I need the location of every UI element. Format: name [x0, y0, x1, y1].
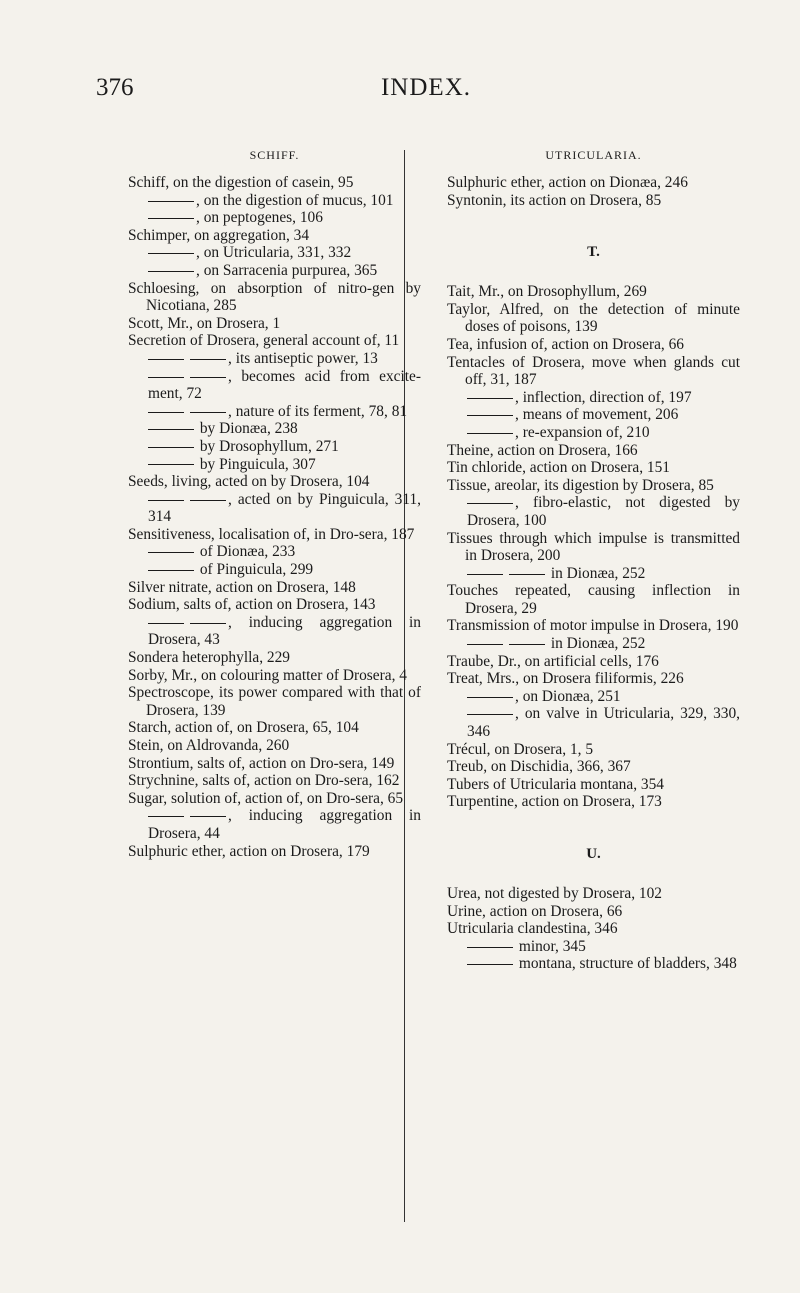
- index-entry-text: Tait, Mr., on Drosophyllum, 269: [447, 283, 647, 301]
- index-entry-text: Sodium, salts of, action on Drosera, 143: [128, 596, 376, 614]
- index-entry-text: Urine, action on Drosera, 66: [447, 902, 623, 920]
- index-entry-text: , becomes acid from excite-ment, 72: [148, 367, 421, 403]
- ditto-dash: [190, 359, 226, 360]
- index-entry: [128, 244, 421, 262]
- index-entry: [128, 368, 421, 403]
- index-entry: [128, 755, 421, 773]
- index-entry-text: Transmission of motor impulse in Drosera, 190: [447, 617, 739, 635]
- index-entry: [447, 955, 740, 973]
- index-columns: [128, 148, 746, 973]
- index-entry: [128, 491, 421, 526]
- index-entry-text: Silver nitrate, action on Drosera, 148: [128, 578, 356, 596]
- index-entry-text: montana, structure of bladders, 348: [515, 955, 737, 973]
- index-entry: [128, 403, 421, 421]
- index-entry: [128, 684, 421, 719]
- index-entry: [128, 790, 421, 808]
- index-entry: [447, 688, 740, 706]
- index-entry: [447, 424, 740, 442]
- index-entry-text: Sensitiveness, localisation of, in Dro-sera, 187: [128, 525, 415, 543]
- index-entry-text: Stein, on Aldrovanda, 260: [128, 737, 290, 754]
- ditto-dash: [467, 964, 513, 965]
- index-entry: [128, 526, 421, 544]
- index-entry: [447, 582, 740, 617]
- index-entry-text: Tissues through which impulse is transmitted in Drosera, 200: [447, 529, 740, 565]
- index-entry: [447, 565, 740, 583]
- index-entry: [128, 315, 421, 333]
- index-entry-text: , on the digestion of mucus, 101: [196, 191, 394, 209]
- index-entry-text: Strychnine, salts of, action on Dro-sera, 162: [128, 772, 400, 790]
- index-entry: [128, 473, 421, 491]
- index-entry-text: Touches repeated, causing inflection in Drosera, 29: [447, 582, 740, 617]
- index-entry-text: Sulphuric ether, action on Drosera, 179: [128, 842, 370, 860]
- index-entry: [128, 843, 421, 861]
- index-entry-text: , inflection, direction of, 197: [515, 388, 692, 406]
- index-entry: [447, 635, 740, 653]
- ditto-dash: [467, 415, 513, 416]
- ditto-dash: [148, 218, 194, 219]
- index-entry-text: Sugar, solution of, action of, on Dro-sera, 65: [128, 789, 404, 807]
- index-entry-text: Turpentine, action on Drosera, 173: [447, 793, 662, 811]
- ditto-dash: [509, 644, 545, 645]
- index-entry: [128, 719, 421, 737]
- index-entry: [128, 209, 421, 227]
- left-column-heading: SCHIFF.: [249, 148, 300, 162]
- index-entry-text: of Dionæa, 233: [196, 543, 296, 561]
- index-entry: [128, 174, 421, 192]
- index-entry-text: in Dionæa, 252: [547, 564, 646, 582]
- index-entry: [447, 477, 740, 495]
- ditto-dash: [190, 377, 226, 378]
- index-entry: [128, 807, 421, 842]
- index-entry: [447, 442, 740, 460]
- index-entry-text: , nature of its ferment, 78, 81: [228, 402, 408, 420]
- index-entry: [447, 670, 740, 688]
- index-entry-text: Schiff, on the digestion of casein, 95: [128, 174, 354, 191]
- index-entry-text: Trécul, on Drosera, 1, 5: [447, 740, 594, 758]
- index-entry-text: , on valve in Utricularia, 329, 330, 346: [467, 705, 740, 741]
- index-entry: [128, 543, 421, 561]
- index-entry: [128, 438, 421, 456]
- index-entry: [128, 579, 421, 597]
- section-letter-u: U.: [586, 846, 601, 862]
- index-entry: [447, 301, 740, 336]
- ditto-dash: [148, 412, 184, 413]
- ditto-dash: [148, 359, 184, 360]
- index-entry-text: , acted on by Pinguicula, 311, 314: [148, 490, 421, 526]
- left-entries: [128, 174, 421, 860]
- index-entry-text: Urea, not digested by Drosera, 102: [447, 885, 662, 902]
- index-entry: [128, 280, 421, 315]
- ditto-dash: [148, 464, 194, 465]
- ditto-dash: [148, 552, 194, 553]
- index-entry-text: Tissue, areolar, its digestion by Drosera, 85: [447, 476, 714, 494]
- index-entry-text: Treat, Mrs., on Drosera filiformis, 226: [447, 670, 684, 688]
- ditto-dash: [509, 574, 545, 575]
- index-entry: [447, 653, 740, 671]
- index-entry-text: Secretion of Drosera, general account of, 11: [128, 332, 400, 350]
- index-entry: [447, 705, 740, 740]
- index-entry: [128, 561, 421, 579]
- ditto-dash: [148, 201, 194, 202]
- index-entry: [447, 758, 740, 776]
- index-entry: [128, 596, 421, 614]
- index-entry: [447, 903, 740, 921]
- index-entry-text: , re-expansion of, 210: [515, 423, 650, 441]
- index-entry-text: , its antiseptic power, 13: [228, 349, 378, 367]
- index-entry-text: Tea, infusion of, action on Drosera, 66: [447, 335, 684, 353]
- index-entry: [447, 617, 740, 635]
- index-entry: [447, 389, 740, 407]
- index-entry-text: Tentacles of Drosera, move when glands cut off, 31, 187: [447, 353, 740, 389]
- index-entry-text: Sulphuric ether, action on Dionæa, 246: [447, 174, 688, 191]
- index-entry-text: Sondera heterophylla, 229: [128, 649, 290, 667]
- index-entry-text: Spectroscope, its power compared with that of Drosera, 139: [128, 684, 421, 719]
- index-entry: [447, 793, 740, 811]
- ditto-dash: [148, 816, 184, 817]
- index-entry: [447, 920, 740, 938]
- index-entry-text: by Drosophyllum, 271: [196, 437, 339, 455]
- ditto-dash: [148, 271, 194, 272]
- ditto-dash: [190, 816, 226, 817]
- ditto-dash: [467, 503, 513, 504]
- ditto-dash: [190, 500, 226, 501]
- index-entry-text: Treub, on Dischidia, 366, 367: [447, 758, 631, 776]
- index-entry: [447, 776, 740, 794]
- index-entry: [447, 938, 740, 956]
- index-entry: [447, 406, 740, 424]
- index-entry-text: minor, 345: [515, 937, 586, 955]
- section-letter-t: T.: [587, 244, 600, 261]
- index-entry-text: Taylor, Alfred, on the detection of minute doses of poisons, 139: [447, 300, 740, 336]
- right-entries-t: [447, 283, 740, 811]
- index-entry: [128, 420, 421, 438]
- index-entry: [128, 262, 421, 280]
- index-entry-text: Strontium, salts of, action on Dro-sera, 149: [128, 754, 395, 772]
- ditto-dash: [190, 623, 226, 624]
- index-entry-text: Tubers of Utricularia montana, 354: [447, 775, 664, 793]
- ditto-dash: [467, 574, 503, 575]
- index-entry-text: in Dionæa, 252: [547, 635, 646, 653]
- ditto-dash: [467, 644, 503, 645]
- index-entry-text: Syntonin, its action on Drosera, 85: [447, 191, 662, 209]
- index-entry: [447, 283, 740, 301]
- index-entry-text: Scott, Mr., on Drosera, 1: [128, 314, 281, 332]
- index-entry: [447, 336, 740, 354]
- ditto-dash: [148, 429, 194, 430]
- index-entry-text: , on Utricularia, 331, 332: [196, 244, 352, 262]
- index-entry-text: , on peptogenes, 106: [196, 209, 323, 227]
- left-column: [128, 148, 433, 973]
- index-entry: [447, 192, 740, 210]
- index-entry: [447, 354, 740, 389]
- right-entries-u: [447, 885, 740, 973]
- index-entry-text: by Dionæa, 238: [196, 420, 298, 438]
- index-entry-text: Traube, Dr., on artificial cells, 176: [447, 652, 659, 670]
- index-entry: [128, 227, 421, 245]
- ditto-dash: [467, 398, 513, 399]
- ditto-dash: [148, 447, 194, 448]
- ditto-dash: [467, 433, 513, 434]
- index-entry-text: , inducing aggregation in Drosera, 43: [148, 613, 421, 649]
- running-head: INDEX.: [380, 74, 471, 101]
- index-entry-text: , means of movement, 206: [515, 406, 679, 424]
- index-entry: [447, 885, 740, 903]
- index-entry: [447, 741, 740, 759]
- index-entry-text: Starch, action of, on Drosera, 65, 104: [128, 719, 359, 737]
- ditto-dash: [190, 412, 226, 413]
- index-entry: [128, 192, 421, 210]
- right-entries-s: [447, 174, 740, 209]
- right-column: [433, 148, 740, 973]
- index-entry-text: of Pinguicula, 299: [196, 561, 314, 579]
- index-entry: [128, 614, 421, 649]
- index-entry-text: Schimper, on aggregation, 34: [128, 226, 310, 244]
- index-entry-text: by Pinguicula, 307: [196, 455, 316, 473]
- index-entry: [447, 459, 740, 477]
- page-header: [96, 74, 756, 104]
- index-entry: [447, 494, 740, 529]
- index-entry-text: Tin chloride, action on Drosera, 151: [447, 459, 670, 477]
- index-entry: [128, 737, 421, 755]
- index-entry: [128, 772, 421, 790]
- ditto-dash: [467, 947, 513, 948]
- index-entry: [447, 530, 740, 565]
- ditto-dash: [148, 570, 194, 571]
- ditto-dash: [467, 697, 513, 698]
- ditto-dash: [148, 377, 184, 378]
- ditto-dash: [467, 714, 513, 715]
- ditto-dash: [148, 623, 184, 624]
- index-entry: [128, 667, 421, 685]
- ditto-dash: [148, 500, 184, 501]
- index-entry: [128, 350, 421, 368]
- index-entry: [447, 174, 740, 192]
- ditto-dash: [148, 253, 194, 254]
- index-entry-text: Seeds, living, acted on by Drosera, 104: [128, 473, 370, 491]
- index-entry: [128, 456, 421, 474]
- index-entry-text: Schloesing, on absorption of nitro-gen by Nicotiana, 285: [128, 279, 421, 315]
- index-entry-text: , fibro-elastic, not digested by Drosera, 100: [467, 494, 740, 529]
- index-entry-text: Sorby, Mr., on colouring matter of Drosera, 4: [128, 666, 407, 684]
- index-entry-text: Theine, action on Drosera, 166: [447, 441, 638, 459]
- right-column-heading: UTRICULARIA.: [545, 148, 642, 162]
- index-entry-text: , inducing aggregation in Drosera, 44: [148, 807, 421, 842]
- index-entry-text: Utricularia clandestina, 346: [447, 920, 618, 938]
- index-entry: [128, 332, 421, 350]
- index-entry-text: , on Dionæa, 251: [515, 687, 621, 705]
- index-entry: [128, 649, 421, 667]
- page-number: 376: [96, 74, 134, 101]
- index-entry-text: , on Sarracenia purpurea, 365: [196, 261, 378, 279]
